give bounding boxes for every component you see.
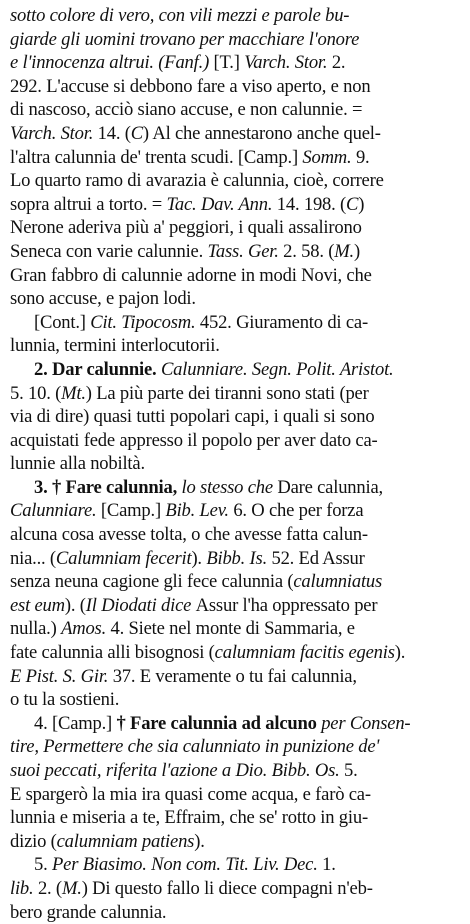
text-line: [10, 452, 462, 476]
text-segment: lo stesso che: [181, 476, 278, 498]
text-line: [10, 75, 462, 99]
text-line: [10, 570, 462, 594]
text-line: [10, 476, 462, 500]
text-segment: Gran fabbro di calunnie adorne in modi Novi, che: [10, 264, 372, 286]
text-segment: ) Al che annestarono anche quel-: [142, 122, 381, 144]
text-line: [10, 712, 462, 736]
text-line: [10, 641, 462, 665]
text-segment: [Cont.]: [34, 311, 91, 333]
text-segment: Assur l'ha oppressato per: [195, 594, 378, 616]
text-segment: giarde gli uomini trovano per macchiare l'onore: [10, 28, 360, 50]
text-line: [10, 382, 462, 406]
text-segment: Calumniam fecerit: [55, 547, 192, 569]
text-segment: 292. L'accuse si debbono fare a viso aperto, e non: [10, 75, 371, 97]
text-segment: Calunniare. Segn. Polit. Aristot.: [160, 358, 394, 380]
text-segment: ).: [191, 547, 207, 569]
text-segment: lunnia, termini interlocutorii.: [10, 335, 220, 357]
text-line: [10, 547, 462, 571]
text-line: [10, 169, 462, 193]
text-segment: e l'innocenza altrui. (Fanf.): [10, 52, 214, 74]
text-segment: Varch. Stor.: [244, 52, 332, 74]
text-segment: 5.: [34, 854, 52, 876]
text-line: [10, 499, 462, 523]
text-line: [10, 594, 462, 618]
text-line: [10, 617, 462, 641]
text-segment: 3. † Fare calunnia,: [34, 476, 182, 498]
text-segment: Il Diodati dice: [85, 594, 196, 616]
text-segment: Bibb. Is.: [206, 547, 272, 569]
text-segment: via di dire) quasi tutti popolari capi, i quali si sono: [10, 406, 375, 428]
text-segment: ). (: [64, 594, 86, 616]
text-line: [10, 877, 462, 901]
text-segment: l'altra calunnia de' trenta scudi. [Camp.]: [10, 146, 303, 168]
text-segment: o tu la sostieni.: [10, 689, 120, 711]
text-segment: 14. 198. (: [276, 193, 347, 215]
text-line: [10, 783, 462, 807]
text-line: [10, 240, 462, 264]
text-segment: acquistati fede appresso il popolo per aver dato ca-: [10, 429, 378, 451]
text-segment: Dare calunnia,: [277, 476, 383, 498]
text-line: [10, 51, 462, 75]
text-segment: sotto colore di vero, con vili mezzi e parole bu-: [10, 5, 350, 26]
text-line: [10, 334, 462, 358]
text-segment: ).: [194, 830, 205, 852]
text-segment: calumniam facitis egenis: [214, 642, 395, 664]
text-segment: Calunniare.: [10, 500, 101, 522]
text-segment: ).: [394, 642, 406, 664]
text-segment: [T.]: [213, 52, 245, 74]
text-segment: 52. Ed Assur: [271, 547, 365, 569]
text-segment: 9.: [355, 146, 370, 168]
text-segment: suoi peccati, riferita l'azione a Dio. Bibb. Os.: [10, 760, 345, 781]
text-segment: senza neuna cagione gli fece calunnia (: [10, 571, 294, 593]
text-line: [10, 806, 462, 830]
text-segment: 37. E veramente o tu fai calunnia,: [112, 665, 357, 687]
text-line: [10, 429, 462, 453]
text-line: [10, 759, 462, 783]
text-segment: C: [346, 193, 359, 215]
text-segment: 4. Siete nel monte di Sammaria, e: [110, 618, 355, 640]
text-segment: M.: [334, 240, 354, 262]
text-segment: 2. (: [37, 877, 62, 899]
text-segment: 14. (: [97, 122, 131, 144]
text-segment: 2. Dar calunnie.: [34, 358, 161, 380]
text-line: [10, 264, 462, 288]
text-line: [10, 901, 462, 924]
text-segment: E Pist. S. Gir.: [10, 665, 113, 687]
text-segment: 452. Giuramento di ca-: [199, 311, 368, 333]
text-segment: ) La più parte dei tiranni sono stati (per: [85, 382, 369, 404]
text-segment: M.: [61, 877, 82, 899]
text-line: [10, 665, 462, 689]
text-segment: bero grande calunnia.: [10, 901, 167, 923]
text-line: [10, 287, 462, 311]
text-segment: ): [353, 240, 360, 262]
text-segment: dizio (: [10, 830, 57, 852]
text-line: [10, 358, 462, 382]
text-segment: tire, Permettere che sia calunniato in punizione de': [10, 736, 380, 758]
text-segment: Per Biasimo. Non com. Tit. Liv. Dec.: [52, 854, 323, 876]
text-segment: E spargerò la mia ira quasi come acqua, e farò ca-: [10, 783, 371, 805]
text-segment: Amos.: [61, 618, 111, 640]
text-line: [10, 830, 462, 854]
text-line: [10, 853, 462, 877]
text-line: [10, 193, 462, 217]
text-segment: calumniatus: [293, 571, 383, 593]
text-segment: Tac. Dav. Ann.: [166, 193, 277, 215]
text-line: [10, 98, 462, 122]
text-segment: 6. O che per forza: [233, 500, 364, 522]
text-segment: [Camp.]: [100, 500, 166, 522]
text-segment: sono accuse, e pajon lodi.: [10, 288, 196, 310]
text-segment: lunnia e miseria a te, Effraim, che se' rotto in giu-: [10, 807, 368, 829]
text-segment: ): [358, 193, 365, 215]
text-segment: C: [130, 122, 143, 144]
text-segment: 2. 58. (: [283, 240, 335, 262]
text-segment: ) Di questo fallo li diece compagni n'eb-: [81, 877, 373, 899]
text-segment: Nerone aderiva più a' peggiori, i quali assalirono: [10, 217, 362, 239]
text-line: [10, 311, 462, 335]
text-segment: est eum: [10, 594, 65, 616]
text-segment: 1.: [322, 854, 336, 876]
text-line: [10, 4, 462, 28]
text-segment: Mt.: [61, 382, 86, 404]
text-line: [10, 735, 462, 759]
text-segment: fate calunnia alli bisognosi (: [10, 642, 215, 664]
text-segment: Cit. Tipocosm.: [90, 311, 200, 333]
text-segment: † Fare calunnia ad alcuno: [116, 712, 322, 734]
text-segment: Bib. Lev.: [165, 500, 234, 522]
text-line: [10, 688, 462, 712]
text-segment: 2.: [331, 52, 346, 74]
text-segment: per Consen-: [321, 712, 411, 734]
text-segment: 4. [Camp.]: [34, 712, 117, 734]
text-segment: lib.: [10, 877, 38, 899]
text-line: [10, 216, 462, 240]
text-segment: Somm.: [302, 146, 356, 168]
text-segment: di nascoso, acciò siano accuse, e non calunnie. =: [10, 99, 363, 121]
text-segment: 5.: [344, 760, 358, 781]
text-line: [10, 146, 462, 170]
text-segment: nulla.): [10, 618, 62, 640]
text-line: [10, 28, 462, 52]
text-segment: sopra altrui a torto. =: [10, 193, 167, 215]
text-segment: Lo quarto ramo di avarazia è calunnia, cioè, correre: [10, 170, 384, 192]
text-segment: 5. 10. (: [10, 382, 62, 404]
text-segment: Varch. Stor.: [10, 122, 98, 144]
text-line: [10, 122, 462, 146]
text-line: [10, 405, 462, 429]
text-segment: alcuna cosa avesse tolta, o che avesse fatta calun-: [10, 524, 368, 546]
text-segment: lunnie alla nobiltà.: [10, 453, 145, 475]
text-segment: Tass. Ger.: [207, 240, 284, 262]
text-segment: nia... (: [10, 547, 56, 569]
text-segment: Seneca con varie calunnie.: [10, 240, 208, 262]
text-line: [10, 523, 462, 547]
text-segment: calumniam patiens: [56, 830, 195, 852]
